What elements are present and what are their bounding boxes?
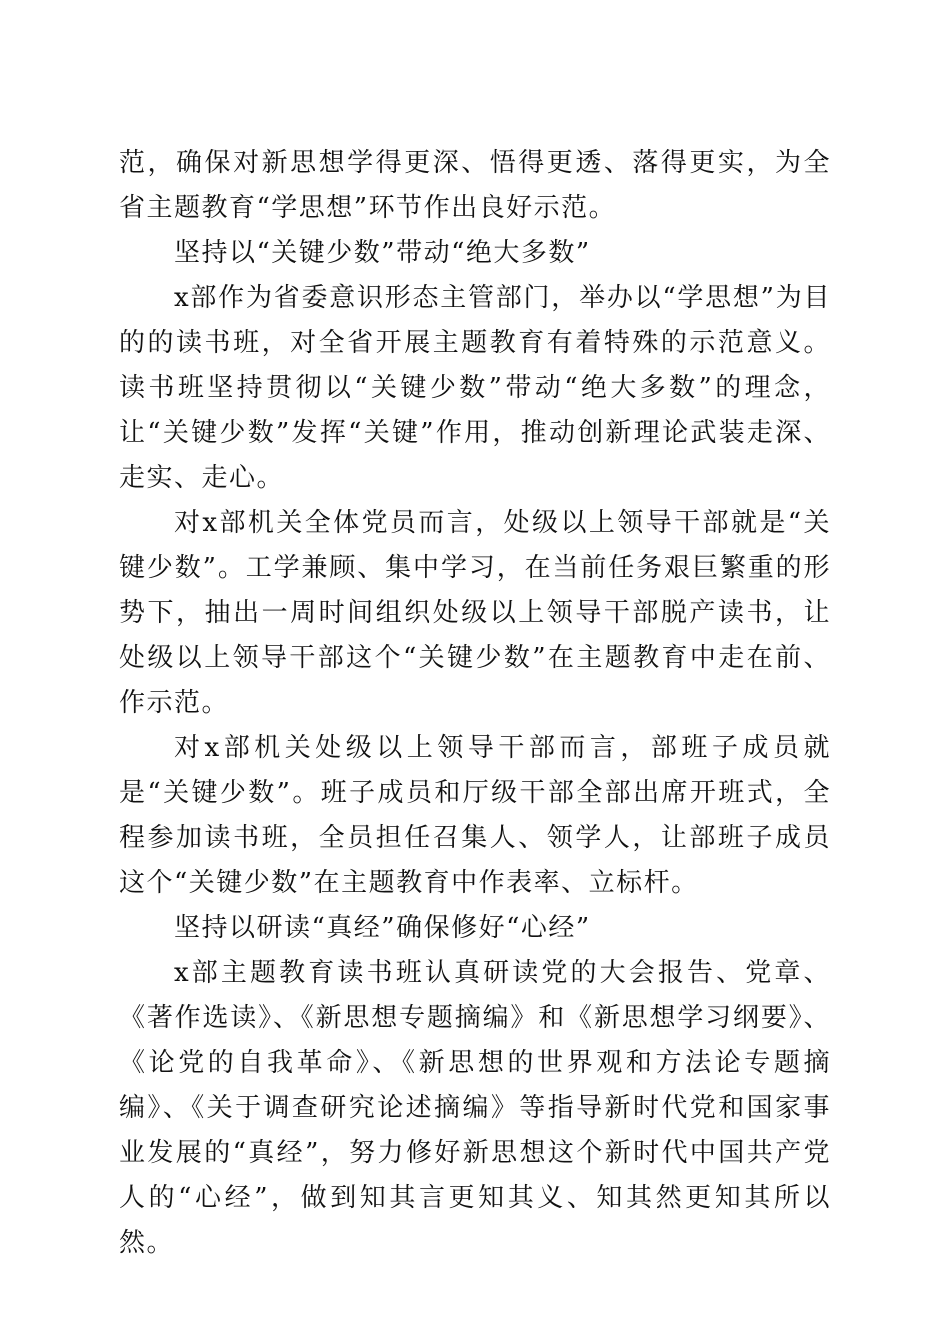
paragraph-reading-class: x部作为省委意识形态主管部门，举办以“学思想”为目的的读书班，对全省开展主题教育有着特殊的示范意义。读书班坚持贯彻以“关键少数”带动“绝大多数”的理念，让“关键少数”发挥“关键”作用，推动创新理论武装走深、走实、走心。 [119, 283, 831, 493]
paragraph-party-members: 对x部机关全体党员而言，处级以上领导干部就是“关键少数”。工学兼顾、集中学习，在当前任务艰巨繁重的形势下，抽出一周时间组织处级以上领导干部脱产读书，让处级以上领导干部这个“关键少数”在主题教育中走在前、作示范。 [119, 508, 831, 718]
document-body [119, 141, 831, 1266]
paragraph-study-materials: x部主题教育读书班认真研读党的大会报告、党章、《著作选读》、《新思想专题摘编》和《新思想学习纲要》、《论党的自我革命》、《新思想的世界观和方法论专题摘编》、《关于调查研究论述摘编》等指导新时代党和国家事业发展的“真经”，努力修好新思想这个新时代中国共产党人的“心经”，做到知其言更知其义、知其然更知其所以然。 [119, 958, 831, 1258]
paragraph-leading-cadres: 对x部机关处级以上领导干部而言，部班子成员就是“关键少数”。班子成员和厅级干部全部出席开班式，全程参加读书班，全员担任召集人、领学人，让部班子成员这个“关键少数”在主题教育中作表率、立标杆。 [119, 733, 831, 898]
section-heading-key-minority: 坚持以“关键少数”带动“绝大多数” [174, 238, 591, 268]
paragraph-continuation: 范，确保对新思想学得更深、悟得更透、落得更实，为全省主题教育“学思想”环节作出良好示范。 [119, 148, 831, 223]
section-heading-true-scripture: 坚持以研读“真经”确保修好“心经” [174, 913, 591, 943]
